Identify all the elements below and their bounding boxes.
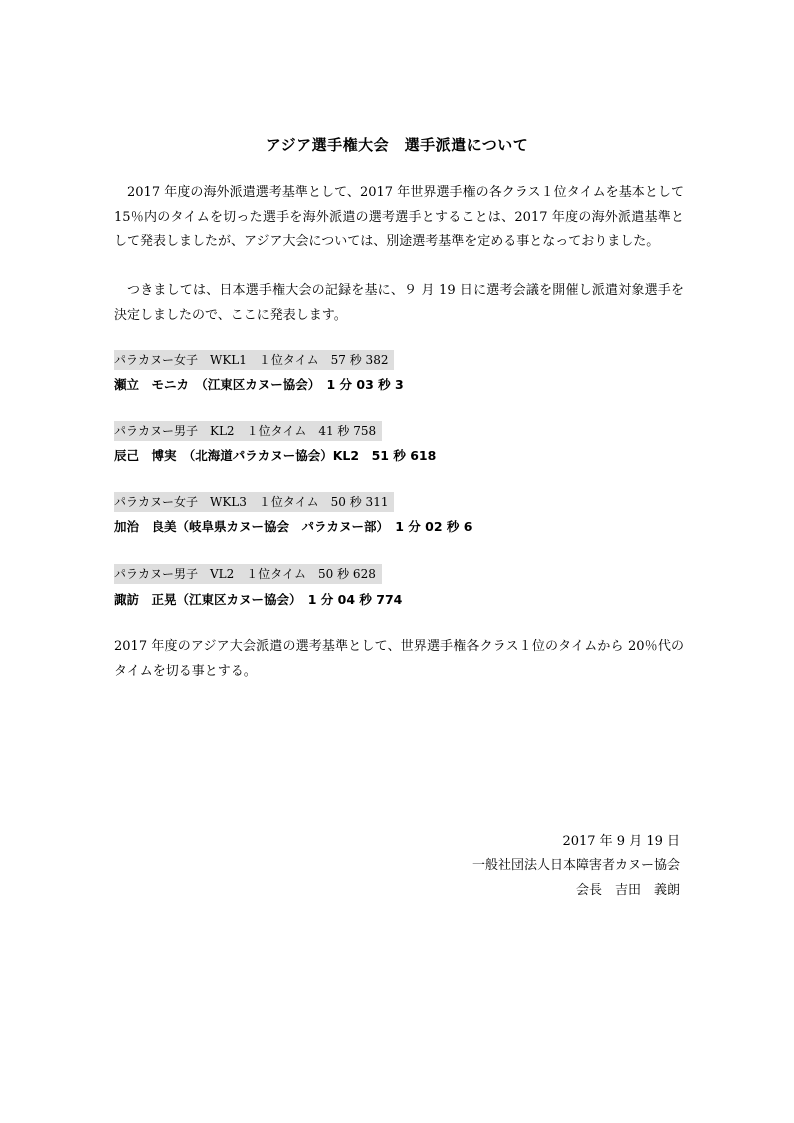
signature-organization: 一般社団法人日本障害者カヌー協会 <box>471 858 680 873</box>
entry-header: パラカヌー女子 WKL1 １位タイム 57 秒 382 <box>114 350 394 370</box>
entry-header: パラカヌー男子 VL2 １位タイム 50 秒 628 <box>114 564 382 584</box>
criteria-paragraph: 2017 年度のアジア大会派遣の選考基準として、世界選手権各クラス１位のタイムから 20％代のタイムを切る事とする。 <box>114 639 684 679</box>
document-title: アジア選手権大会 選手派遣について <box>265 136 529 154</box>
entry-athlete: 諏訪 正晃（江東区カヌー協会） 1 分 04 秒 774 <box>114 592 403 607</box>
entry-header: パラカヌー男子 KL2 １位タイム 41 秒 758 <box>114 421 382 441</box>
entry-athlete: 辰己 博実 （北海道パラカヌー協会）KL2 51 秒 618 <box>114 448 437 463</box>
signature-person: 会長 吉田 義朗 <box>575 883 680 898</box>
entry-header: パラカヌー女子 WKL3 １位タイム 50 秒 311 <box>114 492 394 512</box>
entry-athlete: 瀬立 モニカ （江東区カヌー協会） 1 分 03 秒 3 <box>114 377 404 392</box>
announcement-paragraph: つきましては、日本選手権大会の記録を基に、９ 月 19 日に選考会議を開催し派遣対象選手を決定しましたので、ここに発表します。 <box>114 283 684 323</box>
signature-date: 2017 年 9 月 19 日 <box>562 834 680 849</box>
entry-athlete: 加治 良美（岐阜県カヌー協会 パラカヌー部） 1 分 02 秒 6 <box>114 519 473 534</box>
intro-paragraph: 2017 年度の海外派遣選考基準として、2017 年世界選手権の各クラス１位タイムを基本として 15％内のタイムを切った選手を海外派遣の選考選手とすることは、2017 年度の海外派遣基準として発表しましたが、アジア大会については、別途選考基準を定める事となっておりました。 <box>114 185 684 249</box>
